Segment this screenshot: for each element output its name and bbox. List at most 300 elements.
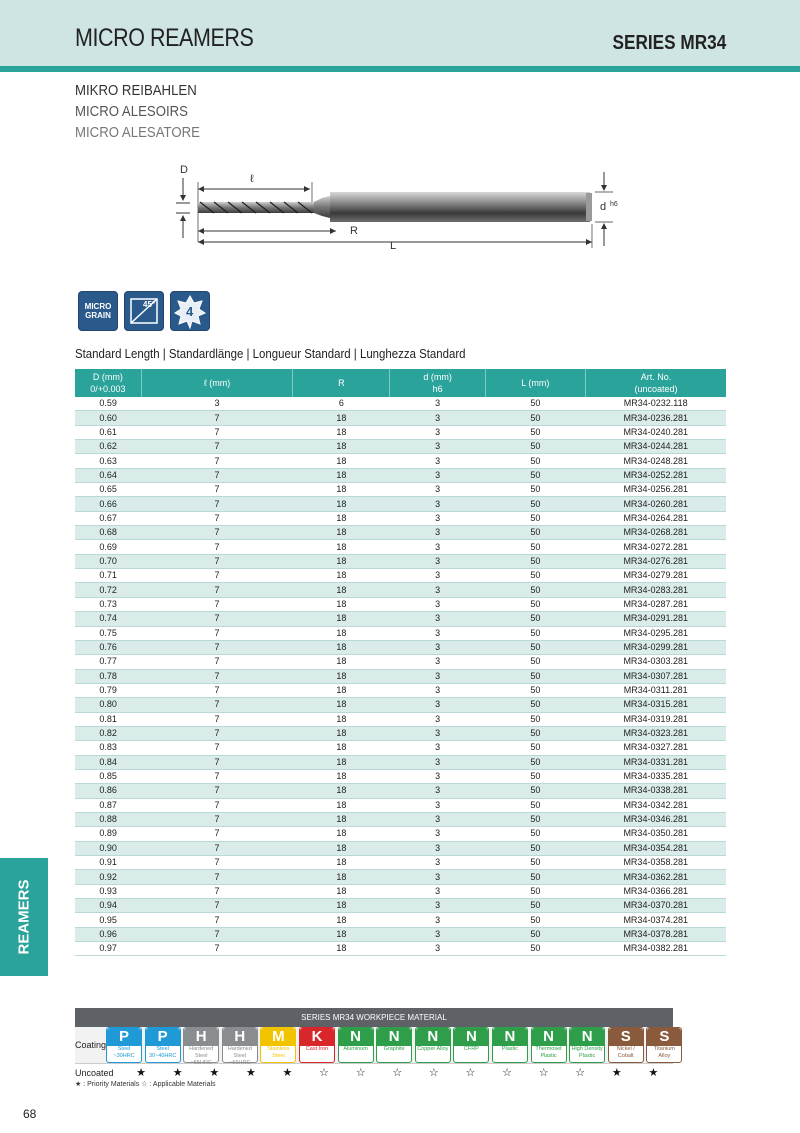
- table-row: [75, 669, 726, 683]
- cell-D: 0.78: [75, 669, 141, 683]
- cell-L: 50: [485, 669, 585, 683]
- reamers-side-tab: [0, 858, 48, 976]
- cell-D: 0.67: [75, 511, 141, 525]
- table-row: [75, 411, 726, 425]
- material-rating-star: ☆: [538, 1067, 549, 1079]
- cell-d: 3: [390, 726, 485, 740]
- table-row: [75, 927, 726, 941]
- cell-D: 0.86: [75, 784, 141, 798]
- cell-L: 50: [485, 798, 585, 812]
- material-letter: N: [493, 1028, 527, 1046]
- header-L: L (mm): [485, 369, 585, 397]
- cell-l: 7: [141, 468, 293, 482]
- cell-d: 3: [390, 669, 485, 683]
- cell-d: 3: [390, 597, 485, 611]
- table-row: [75, 425, 726, 439]
- cell-L: 50: [485, 884, 585, 898]
- material-letter: N: [416, 1028, 450, 1046]
- cell-D: 0.82: [75, 726, 141, 740]
- table-row: [75, 454, 726, 468]
- header-D-line2: 0/+0.003: [90, 384, 126, 394]
- cell-R: 18: [293, 712, 390, 726]
- cell-l: 7: [141, 454, 293, 468]
- cell-R: 18: [293, 856, 390, 870]
- cell-d: 3: [390, 755, 485, 769]
- cell-l: 7: [141, 913, 293, 927]
- material-name: Copper Alloy: [416, 1046, 450, 1062]
- material-letter: S: [609, 1028, 643, 1046]
- cell-R: 18: [293, 884, 390, 898]
- cell-d: 3: [390, 798, 485, 812]
- label-h6: h6: [610, 201, 618, 208]
- cell-R: 18: [293, 540, 390, 554]
- material-rating-star: ★: [611, 1067, 622, 1079]
- material-letter: N: [532, 1028, 566, 1046]
- cell-art-no: MR34-0382.281: [585, 942, 726, 956]
- material-rating-star: ☆: [465, 1067, 476, 1079]
- cell-d: 3: [390, 698, 485, 712]
- material-name: Graphite: [377, 1046, 411, 1062]
- cell-art-no: MR34-0252.281: [585, 468, 726, 482]
- cell-d: 3: [390, 411, 485, 425]
- cell-L: 50: [485, 425, 585, 439]
- cell-d: 3: [390, 397, 485, 411]
- material-cell: [608, 1027, 644, 1063]
- cell-l: 7: [141, 440, 293, 454]
- label-D: D: [180, 164, 188, 176]
- material-name: Hardened Steel ~55HRC: [184, 1046, 218, 1062]
- material-cell: [453, 1027, 489, 1063]
- cell-l: 7: [141, 483, 293, 497]
- cell-l: 7: [141, 497, 293, 511]
- cell-d: 3: [390, 497, 485, 511]
- cell-l: 7: [141, 899, 293, 913]
- cell-D: 0.92: [75, 870, 141, 884]
- material-cell: [338, 1027, 374, 1063]
- cell-art-no: MR34-0244.281: [585, 440, 726, 454]
- material-legend: ★ : Priority Materials ☆ : Applicable Materials: [75, 1081, 216, 1088]
- cell-l: 7: [141, 856, 293, 870]
- cell-d: 3: [390, 870, 485, 884]
- header-d-line1: d (mm): [423, 372, 452, 382]
- cell-D: 0.97: [75, 942, 141, 956]
- cell-d: 3: [390, 812, 485, 826]
- material-rating-star: ☆: [319, 1067, 329, 1079]
- cell-l: 7: [141, 841, 293, 855]
- header-rule: [0, 66, 800, 72]
- table-row: [75, 712, 726, 726]
- table-row: [75, 468, 726, 482]
- cell-R: 6: [293, 397, 390, 411]
- cell-l: 7: [141, 569, 293, 583]
- reamer-diagram: [170, 158, 630, 258]
- cell-l: 7: [141, 540, 293, 554]
- cell-l: 7: [141, 526, 293, 540]
- cell-R: 18: [293, 741, 390, 755]
- cell-art-no: MR34-0319.281: [585, 712, 726, 726]
- material-name: CFRP: [454, 1046, 488, 1062]
- cell-l: 7: [141, 554, 293, 568]
- cell-art-no: MR34-0315.281: [585, 698, 726, 712]
- material-name: Plastic: [493, 1046, 527, 1062]
- cell-R: 18: [293, 827, 390, 841]
- cell-art-no: MR34-0283.281: [585, 583, 726, 597]
- subtitle-italian: MICRO ALESATORE: [75, 124, 200, 141]
- cell-d: 3: [390, 554, 485, 568]
- cell-L: 50: [485, 899, 585, 913]
- cell-L: 50: [485, 540, 585, 554]
- table-row: [75, 741, 726, 755]
- cell-R: 18: [293, 755, 390, 769]
- cell-d: 3: [390, 741, 485, 755]
- cell-R: 18: [293, 812, 390, 826]
- table-row: [75, 569, 726, 583]
- cell-D: 0.84: [75, 755, 141, 769]
- material-name: Nickel / Cobalt: [609, 1046, 643, 1062]
- table-row: [75, 827, 726, 841]
- cell-art-no: MR34-0358.281: [585, 856, 726, 870]
- cell-R: 18: [293, 454, 390, 468]
- cell-L: 50: [485, 483, 585, 497]
- cell-D: 0.63: [75, 454, 141, 468]
- cell-art-no: MR34-0295.281: [585, 626, 726, 640]
- cell-l: 7: [141, 698, 293, 712]
- cell-R: 18: [293, 468, 390, 482]
- cell-D: 0.83: [75, 741, 141, 755]
- cell-D: 0.74: [75, 612, 141, 626]
- cell-d: 3: [390, 899, 485, 913]
- cell-R: 18: [293, 526, 390, 540]
- cell-art-no: MR34-0335.281: [585, 769, 726, 783]
- cell-l: 7: [141, 827, 293, 841]
- cell-L: 50: [485, 583, 585, 597]
- cell-R: 18: [293, 597, 390, 611]
- cell-D: 0.69: [75, 540, 141, 554]
- cell-D: 0.90: [75, 841, 141, 855]
- cell-d: 3: [390, 425, 485, 439]
- table-row: [75, 841, 726, 855]
- table-row: [75, 698, 726, 712]
- material-cell: [415, 1027, 451, 1063]
- spec-table-body: [75, 397, 726, 956]
- material-cell: [222, 1027, 258, 1066]
- cell-L: 50: [485, 784, 585, 798]
- table-row: [75, 540, 726, 554]
- cell-D: 0.94: [75, 899, 141, 913]
- cell-R: 18: [293, 927, 390, 941]
- cell-R: 18: [293, 583, 390, 597]
- rating-cells: [124, 1066, 673, 1079]
- material-rating-star: ★: [172, 1067, 183, 1079]
- coating-label: Coating: [75, 1040, 107, 1050]
- cell-R: 18: [293, 784, 390, 798]
- cell-art-no: MR34-0311.281: [585, 683, 726, 697]
- material-name: High Density Plastic: [570, 1046, 604, 1062]
- cell-art-no: MR34-0248.281: [585, 454, 726, 468]
- cell-art-no: MR34-0268.281: [585, 526, 726, 540]
- cell-L: 50: [485, 841, 585, 855]
- material-name: Titanium Alloy: [647, 1046, 681, 1062]
- cell-D: 0.88: [75, 812, 141, 826]
- uncoated-row: [75, 1064, 673, 1081]
- material-letter: S: [647, 1028, 681, 1046]
- cell-D: 0.87: [75, 798, 141, 812]
- cell-l: 7: [141, 626, 293, 640]
- cell-d: 3: [390, 683, 485, 697]
- cell-L: 50: [485, 411, 585, 425]
- cell-L: 50: [485, 698, 585, 712]
- material-cell: [569, 1027, 605, 1063]
- material-letter: H: [223, 1028, 257, 1046]
- cell-D: 0.60: [75, 411, 141, 425]
- cell-d: 3: [390, 468, 485, 482]
- cell-d: 3: [390, 927, 485, 941]
- cell-art-no: MR34-0236.281: [585, 411, 726, 425]
- table-header-row: [75, 369, 726, 397]
- cell-l: 7: [141, 683, 293, 697]
- cell-l: 7: [141, 612, 293, 626]
- cell-R: 18: [293, 769, 390, 783]
- cell-R: 18: [293, 655, 390, 669]
- material-name: Stainless Steel: [261, 1046, 295, 1062]
- helix-angle-icon: [126, 293, 162, 329]
- cell-art-no: MR34-0279.281: [585, 569, 726, 583]
- cell-art-no: MR34-0291.281: [585, 612, 726, 626]
- cell-art-no: MR34-0256.281: [585, 483, 726, 497]
- cell-R: 18: [293, 698, 390, 712]
- subtitle-german: MIKRO REIBAHLEN: [75, 82, 197, 99]
- cell-l: 7: [141, 870, 293, 884]
- table-row: [75, 597, 726, 611]
- table-row: [75, 812, 726, 826]
- table-row: [75, 913, 726, 927]
- cell-D: 0.85: [75, 769, 141, 783]
- cell-art-no: MR34-0323.281: [585, 726, 726, 740]
- cell-D: 0.93: [75, 884, 141, 898]
- table-row: [75, 899, 726, 913]
- cell-l: 7: [141, 597, 293, 611]
- cell-L: 50: [485, 927, 585, 941]
- cell-L: 50: [485, 942, 585, 956]
- material-name: Cast Iron: [300, 1046, 334, 1062]
- cell-d: 3: [390, 856, 485, 870]
- cell-l: 7: [141, 425, 293, 439]
- label-d: d: [600, 201, 607, 213]
- material-rating-star: ★: [648, 1067, 659, 1079]
- header-D-line1: D (mm): [92, 372, 123, 382]
- cell-d: 3: [390, 827, 485, 841]
- cell-d: 3: [390, 913, 485, 927]
- material-cells: [106, 1027, 685, 1066]
- cell-art-no: MR34-0327.281: [585, 741, 726, 755]
- cell-art-no: MR34-0378.281: [585, 927, 726, 941]
- material-cell: [531, 1027, 567, 1063]
- cell-L: 50: [485, 468, 585, 482]
- header-art-line1: Art. No.: [640, 372, 672, 382]
- coating-row: [75, 1027, 673, 1064]
- cell-art-no: MR34-0374.281: [585, 913, 726, 927]
- four-flute-icon: [172, 293, 208, 329]
- cell-D: 0.61: [75, 425, 141, 439]
- cell-l: 7: [141, 769, 293, 783]
- cell-d: 3: [390, 655, 485, 669]
- workpiece-material-panel: [75, 1008, 673, 1081]
- cell-L: 50: [485, 397, 585, 411]
- cell-l: 7: [141, 669, 293, 683]
- cell-art-no: MR34-0276.281: [585, 554, 726, 568]
- cell-art-no: MR34-0307.281: [585, 669, 726, 683]
- material-letter: P: [146, 1028, 180, 1046]
- material-name: Thermoset Plastic: [532, 1046, 566, 1062]
- cell-art-no: MR34-0240.281: [585, 425, 726, 439]
- series-title: SERIES MR34: [612, 32, 726, 54]
- material-rating-star: ★: [282, 1067, 293, 1079]
- table-row: [75, 655, 726, 669]
- cell-D: 0.75: [75, 626, 141, 640]
- cell-d: 3: [390, 483, 485, 497]
- cell-art-no: MR34-0260.281: [585, 497, 726, 511]
- cell-L: 50: [485, 913, 585, 927]
- cell-D: 0.68: [75, 526, 141, 540]
- table-row: [75, 526, 726, 540]
- cell-D: 0.72: [75, 583, 141, 597]
- page-title: MICRO REAMERS: [75, 24, 254, 52]
- cell-R: 18: [293, 411, 390, 425]
- cell-d: 3: [390, 640, 485, 654]
- label-L: L: [390, 240, 397, 252]
- material-letter: M: [261, 1028, 295, 1046]
- cell-L: 50: [485, 683, 585, 697]
- material-cell: [145, 1027, 181, 1063]
- cell-L: 50: [485, 755, 585, 769]
- cell-l: 7: [141, 755, 293, 769]
- table-row: [75, 769, 726, 783]
- cell-R: 18: [293, 669, 390, 683]
- header-l: ℓ (mm): [141, 369, 293, 397]
- cell-L: 50: [485, 511, 585, 525]
- table-row: [75, 583, 726, 597]
- subtitle-french: MICRO ALESOIRS: [75, 103, 188, 120]
- micro-grain-badge: MICRO GRAIN: [78, 291, 118, 331]
- cell-l: 7: [141, 583, 293, 597]
- cell-R: 18: [293, 683, 390, 697]
- page-number: 68: [23, 1107, 37, 1121]
- cell-art-no: MR34-0370.281: [585, 899, 726, 913]
- cell-l: 7: [141, 411, 293, 425]
- cell-d: 3: [390, 454, 485, 468]
- cell-R: 18: [293, 841, 390, 855]
- cell-L: 50: [485, 827, 585, 841]
- cell-D: 0.70: [75, 554, 141, 568]
- cell-D: 0.81: [75, 712, 141, 726]
- cell-R: 18: [293, 440, 390, 454]
- cell-D: 0.91: [75, 856, 141, 870]
- cell-R: 18: [293, 511, 390, 525]
- material-cell: [183, 1027, 219, 1066]
- material-letter: N: [339, 1028, 373, 1046]
- flute-count-label: 4: [186, 304, 194, 319]
- cell-d: 3: [390, 942, 485, 956]
- cell-L: 50: [485, 769, 585, 783]
- table-row: [75, 755, 726, 769]
- cell-art-no: MR34-0303.281: [585, 655, 726, 669]
- material-rating-star: ☆: [502, 1067, 512, 1079]
- material-rating-star: ☆: [392, 1067, 403, 1079]
- cell-d: 3: [390, 841, 485, 855]
- cell-D: 0.79: [75, 683, 141, 697]
- cell-l: 3: [141, 397, 293, 411]
- cell-D: 0.64: [75, 468, 141, 482]
- table-row: [75, 511, 726, 525]
- table-row: [75, 870, 726, 884]
- cell-d: 3: [390, 511, 485, 525]
- label-l: ℓ: [250, 173, 254, 185]
- table-row: [75, 884, 726, 898]
- table-row: [75, 554, 726, 568]
- cell-D: 0.59: [75, 397, 141, 411]
- cell-R: 18: [293, 612, 390, 626]
- material-letter: N: [570, 1028, 604, 1046]
- header-R: R: [293, 369, 390, 397]
- cell-l: 7: [141, 655, 293, 669]
- material-letter: N: [377, 1028, 411, 1046]
- header-d: [390, 369, 485, 397]
- cell-d: 3: [390, 626, 485, 640]
- cell-L: 50: [485, 454, 585, 468]
- cell-D: 0.89: [75, 827, 141, 841]
- cell-L: 50: [485, 440, 585, 454]
- table-row: [75, 483, 726, 497]
- table-row: [75, 497, 726, 511]
- material-cell: [646, 1027, 682, 1063]
- cell-L: 50: [485, 655, 585, 669]
- material-letter: P: [107, 1028, 141, 1046]
- cell-D: 0.66: [75, 497, 141, 511]
- material-name: Hardened Steel ~66HRC: [223, 1046, 257, 1062]
- material-letter: N: [454, 1028, 488, 1046]
- table-row: [75, 626, 726, 640]
- header-art-no: [585, 369, 726, 397]
- material-rating-star: ★: [245, 1067, 256, 1079]
- cell-art-no: MR34-0342.281: [585, 798, 726, 812]
- table-row: [75, 784, 726, 798]
- cell-d: 3: [390, 884, 485, 898]
- table-row: [75, 856, 726, 870]
- cell-L: 50: [485, 870, 585, 884]
- material-cell: [260, 1027, 296, 1063]
- cell-L: 50: [485, 569, 585, 583]
- cell-L: 50: [485, 856, 585, 870]
- cell-art-no: MR34-0366.281: [585, 884, 726, 898]
- cell-art-no: MR34-0338.281: [585, 784, 726, 798]
- helix-angle-label: 45°: [143, 300, 156, 309]
- table-row: [75, 683, 726, 697]
- cell-d: 3: [390, 612, 485, 626]
- material-name: Steel 30~40HRC: [146, 1046, 180, 1062]
- cell-l: 7: [141, 784, 293, 798]
- cell-L: 50: [485, 712, 585, 726]
- table-row: [75, 640, 726, 654]
- cell-l: 7: [141, 741, 293, 755]
- cell-R: 18: [293, 497, 390, 511]
- material-cell: [492, 1027, 528, 1063]
- cell-d: 3: [390, 540, 485, 554]
- material-name: Steel ~30HRC: [107, 1046, 141, 1062]
- material-cell: [106, 1027, 142, 1063]
- cell-d: 3: [390, 712, 485, 726]
- cell-L: 50: [485, 554, 585, 568]
- cell-l: 7: [141, 812, 293, 826]
